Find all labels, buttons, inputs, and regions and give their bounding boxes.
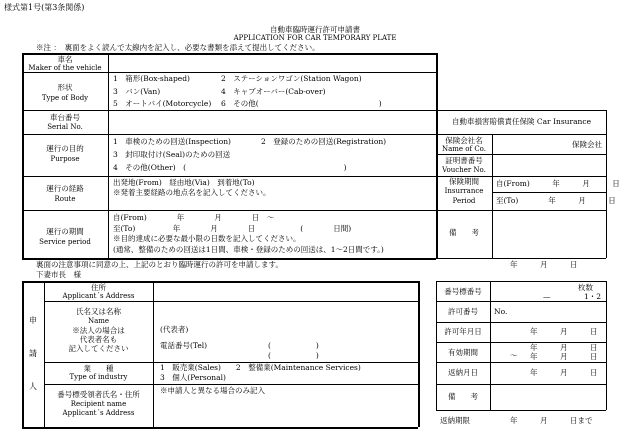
insurance-period-to[interactable]: 至(To) 年 月 日 [496,196,616,205]
voucher-label-jp: 証明書番号 [445,156,483,165]
representative-label: (代表者) [160,325,189,334]
permit-number-label: 許可番号 [448,307,478,316]
addressee: 下妻市長 様 [36,270,81,279]
applicant-side-label: 人 [29,382,37,391]
serial-field[interactable] [110,112,434,132]
permit-date-value: 年 月 日 [530,327,598,336]
tel-field[interactable]: ( ) [268,341,319,350]
service-period-note: ※目的達成に必要な最小限の日数を記入してください。 [113,234,301,243]
purpose-option[interactable]: 3 封印取付け(Seal)のための回送 [113,150,231,159]
valid-from: 年 月 日 [530,343,598,352]
tel-field-2[interactable]: ( ) [268,351,319,360]
declaration-date[interactable]: 年 月 日 [510,260,578,269]
sheets-value: 1・2 [584,292,602,301]
return-date-label: 返納月日 [448,368,478,377]
return-deadline-value: 年 月 日まで [510,416,593,425]
valid-tilde: 〜 [510,351,518,360]
industry-label-jp: 業 種 [83,364,114,373]
insurance-period-label-jp: 保険期間 [449,177,479,186]
insurance-period-label-en1: Insurrance [444,187,484,195]
body-type-option[interactable]: 4 キャブオーバー(Cab-over) [221,87,326,96]
form-title-jp: 自動車臨時運行許可申請書 [270,25,360,34]
corp-note-3: 記入してください [68,344,129,353]
body-type-option[interactable]: 3 バン(Van) [113,87,161,96]
insurance-company-suffix: 保険会社 [572,140,602,149]
body-type-option[interactable]: 6 その他( ) [221,99,382,108]
purpose-label-en: Purpose [50,155,80,163]
form-note: ※注 ： 裏面をよく読んで太線内を記入し、必要な書類を添えて提出してください。 [36,43,320,52]
return-date-value: 年 月 日 [530,368,598,377]
name-label-en: Name [87,317,110,325]
insurance-remarks-label: 備 考 [449,228,479,237]
permit-date-label: 許可年月日 [444,327,482,336]
maker-field[interactable] [110,55,434,71]
purpose-option[interactable]: 2 登録のための回送(Registration) [261,137,387,146]
industry-options[interactable]: 1 販売業(Sales) 2 整備業(Maintenance Services) [160,363,361,372]
recipient-label-jp: 番号標受領者氏名・住所 [57,390,140,399]
voucher-label-en: Voucher No. [442,166,486,174]
maker-label-jp: 車名 [57,55,73,64]
corp-note: ※法人の場合は [72,326,125,335]
office-remarks-label: 備 考 [448,392,478,401]
body-type-label-en: Type of Body [41,94,89,102]
insurance-company-label-en: Name of Co. [441,145,486,153]
address-label-en: Applicant´s Address [62,292,135,300]
body-type-option[interactable]: 1 箱形(Box-shaped) [113,74,190,83]
service-period-note-2: (通常、整備のための回送は1日間、車検・登録のための回送は、1〜2日間です。) [113,245,384,254]
insurance-header: 自動車損害賠償責任保険 Car Insurance [451,117,592,126]
name-label-jp: 氏名又は名称 [76,307,121,316]
address-field[interactable] [155,283,416,300]
route-note: ※発着主要経路の地点名を記入してください。 [113,188,271,197]
service-period-from[interactable]: 自(From) 年 月 日 〜 [113,213,275,222]
insurance-company-label-jp: 保険会社名 [445,136,483,145]
corp-note-2: 代表者名も [79,335,118,344]
valid-period-label: 有効期間 [448,348,478,357]
valid-to: 年 月 日 [530,352,598,361]
route-label-jp: 運行の経路 [46,184,84,193]
serial-label-jp: 車台番号 [50,113,80,122]
form-title-en: APPLICATION FOR CAR TEMPORARY PLATE [233,34,397,42]
service-period-label-en: Service period [39,238,91,246]
industry-label-en: Type of industry [69,373,128,381]
body-type-label-jp: 形状 [57,83,73,92]
sheets-label: 枚数 [578,283,593,292]
service-period-label-jp: 運行の期間 [46,227,84,236]
maker-label-en: Maker of the vehicle [28,64,102,72]
body-type-option[interactable]: 5 オートバイ(Motorcycle) [113,99,212,108]
applicant-side-label: 請 [29,349,37,358]
insurance-period-label-en2: Period [452,197,476,205]
industry-option-personal[interactable]: 3 個人(Personal) [160,373,226,382]
tel-label: 電話番号(Tel) [160,341,208,350]
return-deadline-label: 返納期限 [440,416,470,425]
route-label-en: Route [54,195,76,203]
body-type-option[interactable]: 2 ステーションワゴン(Station Wagon) [221,74,362,83]
recipient-note: ※申請人と異なる場合のみ記入 [160,386,265,395]
serial-label-en: Serial No. [47,123,83,131]
purpose-option[interactable]: 4 その他(Other) ( ) [113,163,347,172]
purpose-option[interactable]: 1 車検のための回送(Inspection) [113,137,231,146]
service-period-to[interactable]: 至(To) 年 月 日 ( 日間) [113,224,352,233]
purpose-label-jp: 運行の目的 [46,144,84,153]
recipient-label-en: Recipient name [70,400,127,408]
plate-number-label: 番号標番号 [444,287,482,296]
plate-number-dash: — [543,292,551,301]
form-number: 様式第1号(第3条関係) [4,3,85,12]
insurance-period-from[interactable]: 自(From) 年 月 日 [496,179,620,188]
permit-number-prefix: No. [494,307,508,316]
declaration-text: 裏面の注意事項に同意の上、上記のとおり臨時運行の許可を申請します。 [36,260,283,269]
route-fields[interactable]: 出発地(From) 経由地(Via) 到着地(To) [113,178,255,187]
recipient-label-en-2: Applicant´s Address [62,409,135,417]
applicant-side-label: 申 [29,316,37,325]
address-label-jp: 住所 [91,283,106,292]
